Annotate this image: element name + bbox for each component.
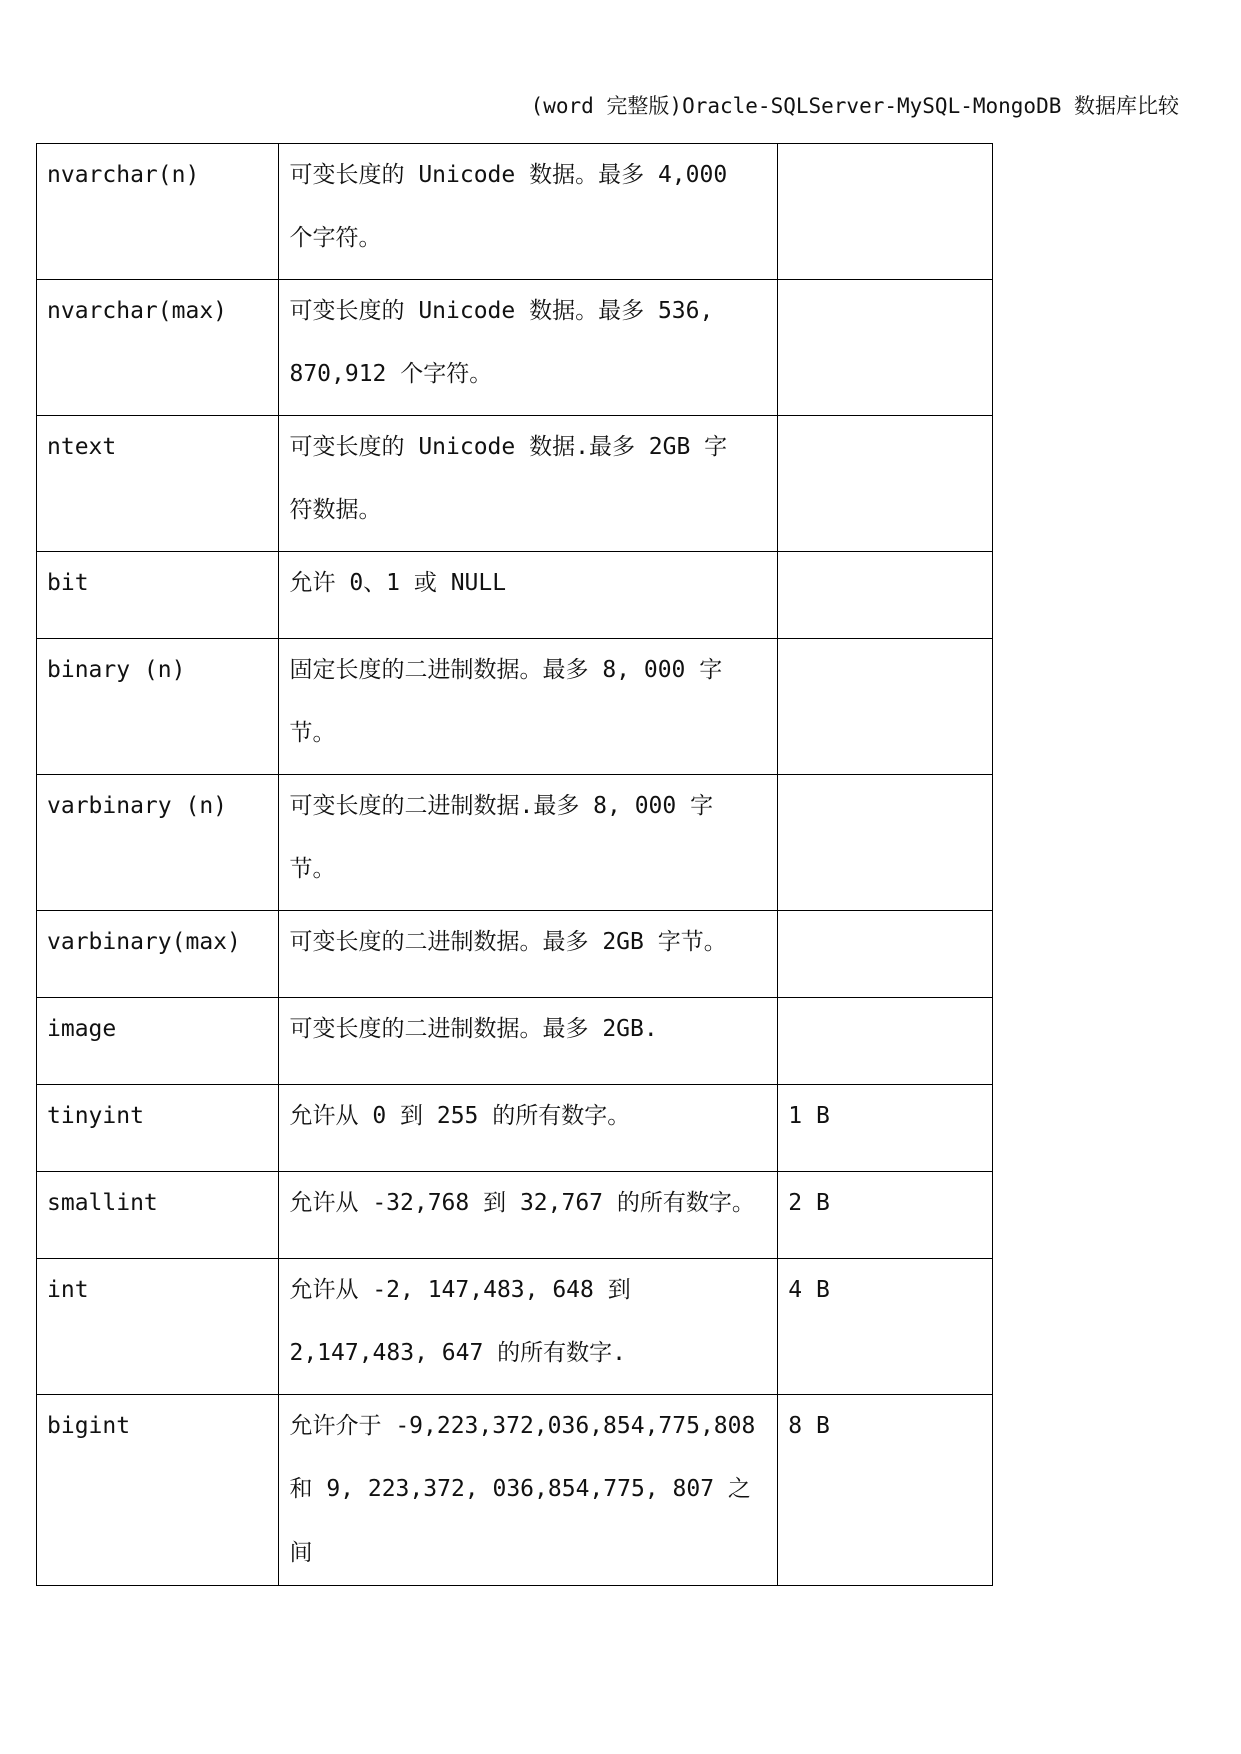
table-row [37, 775, 993, 911]
description-cell: 可变长度的 Unicode 数据。最多 4,000 个字符。 [279, 144, 778, 280]
type-cell: int [37, 1259, 279, 1395]
data-type-table [36, 143, 993, 1586]
description-cell: 固定长度的二进制数据。最多 8, 000 字 节。 [279, 639, 778, 775]
storage-cell [778, 280, 993, 416]
type-cell: varbinary (n) [37, 775, 279, 911]
description-cell: 可变长度的 Unicode 数据。最多 536, 870,912 个字符。 [279, 280, 778, 416]
type-cell: bit [37, 552, 279, 639]
table-row [37, 1259, 993, 1395]
table-row [37, 639, 993, 775]
storage-cell [778, 144, 993, 280]
table-row [37, 1085, 993, 1172]
type-cell: nvarchar(max) [37, 280, 279, 416]
table-row [37, 552, 993, 639]
storage-cell [778, 998, 993, 1085]
storage-cell: 2 B [778, 1172, 993, 1259]
type-cell: nvarchar(n) [37, 144, 279, 280]
storage-cell [778, 416, 993, 552]
type-cell: bigint [37, 1395, 279, 1586]
description-cell: 允许从 -32,768 到 32,767 的所有数字。 [279, 1172, 778, 1259]
type-cell: tinyint [37, 1085, 279, 1172]
storage-cell [778, 775, 993, 911]
type-cell: binary (n) [37, 639, 279, 775]
description-cell: 允许从 -2, 147,483, 648 到 2,147,483, 647 的所有数字. [279, 1259, 778, 1395]
type-cell: ntext [37, 416, 279, 552]
type-cell: varbinary(max) [37, 911, 279, 998]
page-header: (word 完整版)Oracle-SQLServer-MySQL-MongoDB 数据库比较 [530, 94, 1179, 118]
description-cell: 可变长度的 Unicode 数据.最多 2GB 字 符数据。 [279, 416, 778, 552]
table-row [37, 144, 993, 280]
description-cell: 允许 0、1 或 NULL [279, 552, 778, 639]
table-row [37, 1395, 993, 1586]
storage-cell: 8 B [778, 1395, 993, 1586]
storage-cell: 4 B [778, 1259, 993, 1395]
storage-cell [778, 639, 993, 775]
type-cell: smallint [37, 1172, 279, 1259]
description-cell: 允许介于 -9,223,372,036,854,775,808 和 9, 223,372, 036,854,775, 807 之间 [279, 1395, 778, 1586]
table-row [37, 998, 993, 1085]
table-row [37, 280, 993, 416]
table-row [37, 416, 993, 552]
storage-cell [778, 552, 993, 639]
storage-cell [778, 911, 993, 998]
description-cell: 可变长度的二进制数据.最多 8, 000 字 节。 [279, 775, 778, 911]
description-cell: 可变长度的二进制数据。最多 2GB. [279, 998, 778, 1085]
description-cell: 允许从 0 到 255 的所有数字。 [279, 1085, 778, 1172]
table-row [37, 1172, 993, 1259]
description-cell: 可变长度的二进制数据。最多 2GB 字节。 [279, 911, 778, 998]
table-row [37, 911, 993, 998]
storage-cell: 1 B [778, 1085, 993, 1172]
type-cell: image [37, 998, 279, 1085]
